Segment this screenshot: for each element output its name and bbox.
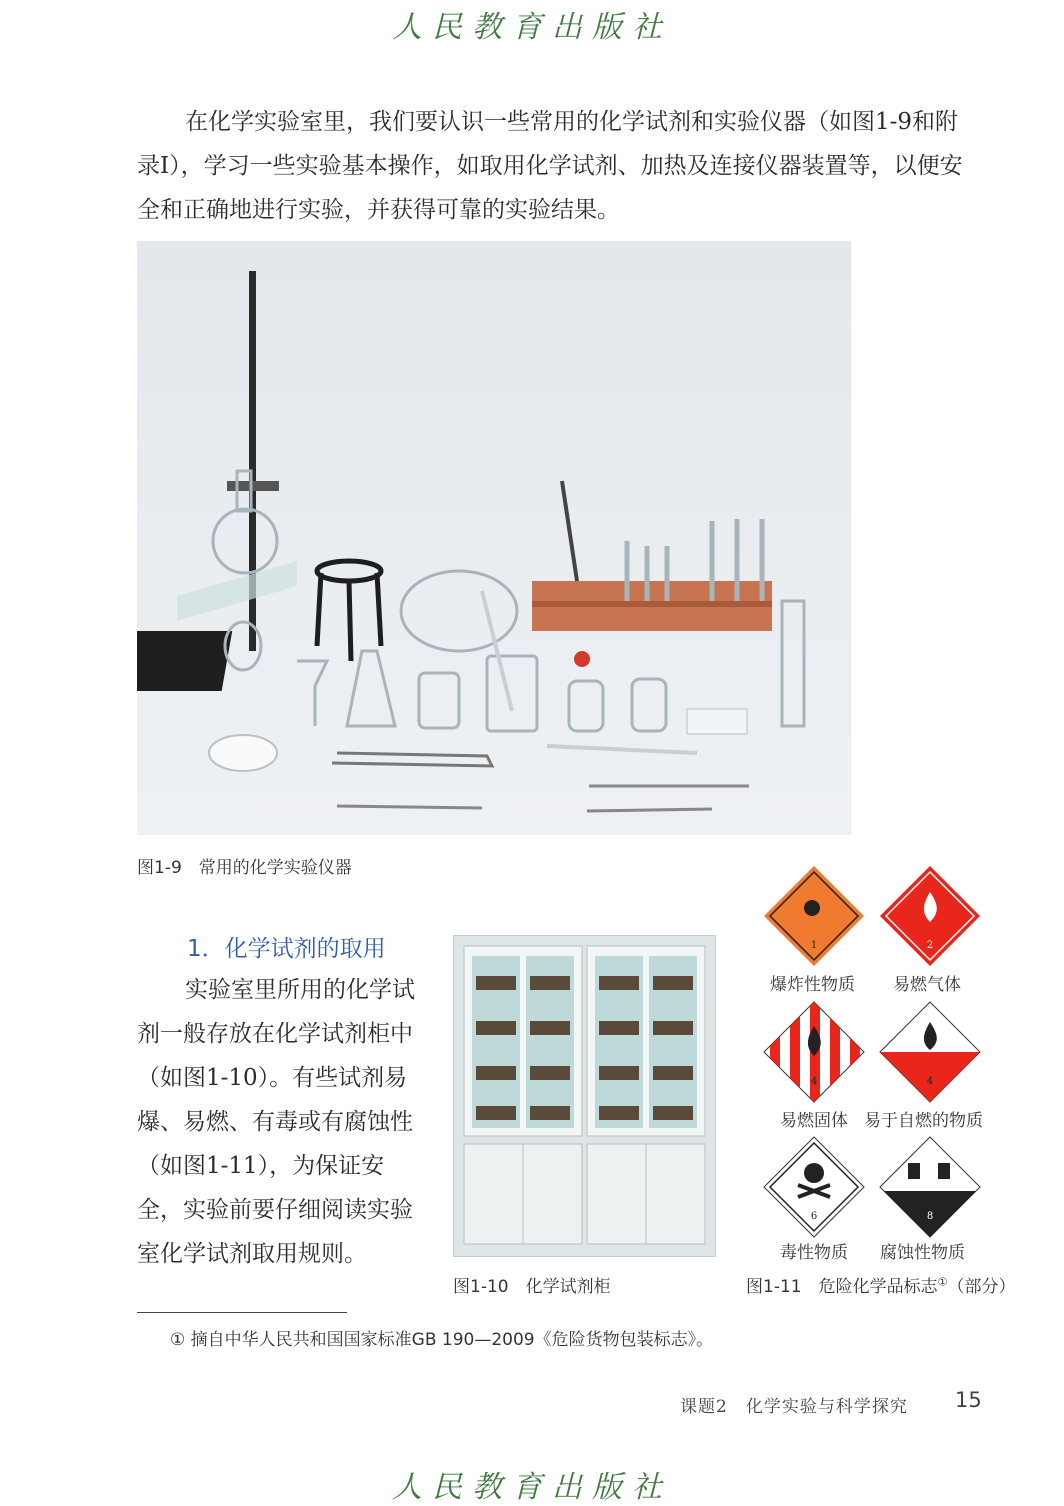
sign-number-4a: 4	[810, 1076, 818, 1087]
running-head: 课题2 化学实验与科学探究	[680, 1397, 908, 1417]
sign-number-8: 8	[926, 1211, 934, 1222]
publisher-watermark-top: 人民教育出版社	[392, 10, 672, 45]
figure-1-11-suffix: （部分）	[947, 1277, 1016, 1297]
flammable-solid-icon	[762, 1000, 866, 1108]
corrosive-substance-icon	[878, 1135, 982, 1243]
intro-paragraph: 在化学实验室里，我们要认识一些常用的化学试剂和实验仪器（如图1-9和附录Ⅰ），学习一些实验基本操作，如取用化学试剂、加热及连接仪器装置等，以便安全和正确地进行实验，并获得可靠的实验结果。	[137, 109, 963, 223]
toxic-substance-icon	[762, 1135, 866, 1243]
sign-number-4b: 4	[926, 1076, 934, 1087]
sign-number-6: 6	[810, 1211, 818, 1222]
explosive-label: 爆炸性物质	[770, 975, 855, 995]
figure-1-11-caption	[746, 1272, 1015, 1297]
footnote-marker[interactable]: ①	[937, 1275, 948, 1289]
figure-1-9-caption: 图1-9 常用的化学实验仪器	[137, 858, 352, 878]
corrosive-label: 腐蚀性物质	[880, 1243, 965, 1263]
publisher-watermark-bottom: 人民教育出版社	[392, 1470, 672, 1505]
section-heading: 1．化学试剂的取用	[187, 936, 386, 962]
figure-1-10-caption: 图1-10 化学试剂柜	[453, 1277, 611, 1297]
footnote: ① 摘自中华人民共和国国家标准GB 190—2009《危险货物包装标志》。	[170, 1330, 714, 1350]
figure-1-11-title: 图1-11 危险化学品标志	[746, 1277, 938, 1297]
page-number: 15	[955, 1388, 982, 1412]
flammable-solid-label: 易燃固体	[780, 1111, 848, 1131]
reagent-cabinet-photo	[453, 935, 716, 1257]
flammable-gas-label: 易燃气体	[893, 975, 961, 995]
flammable-gas-icon	[878, 864, 982, 972]
section-paragraph: 实验室里所用的化学试剂一般存放在化学试剂柜中（如图1-10）。有些试剂易爆、易燃、有毒或有腐蚀性（如图1-11），为保证安全，实验前要仔细阅读实验室化学试剂取用规则。	[137, 977, 415, 1267]
toxic-label: 毒性物质	[780, 1243, 848, 1263]
explosive-hazard-icon	[762, 864, 866, 972]
spontaneous-combustion-icon	[878, 1000, 982, 1108]
sign-number-1: 1	[810, 940, 818, 951]
footnote-divider	[137, 1312, 347, 1313]
sign-number-2: 2	[926, 940, 934, 951]
spontaneous-combustion-label: 易于自燃的物质	[864, 1111, 983, 1131]
lab-apparatus-photo	[137, 241, 851, 835]
